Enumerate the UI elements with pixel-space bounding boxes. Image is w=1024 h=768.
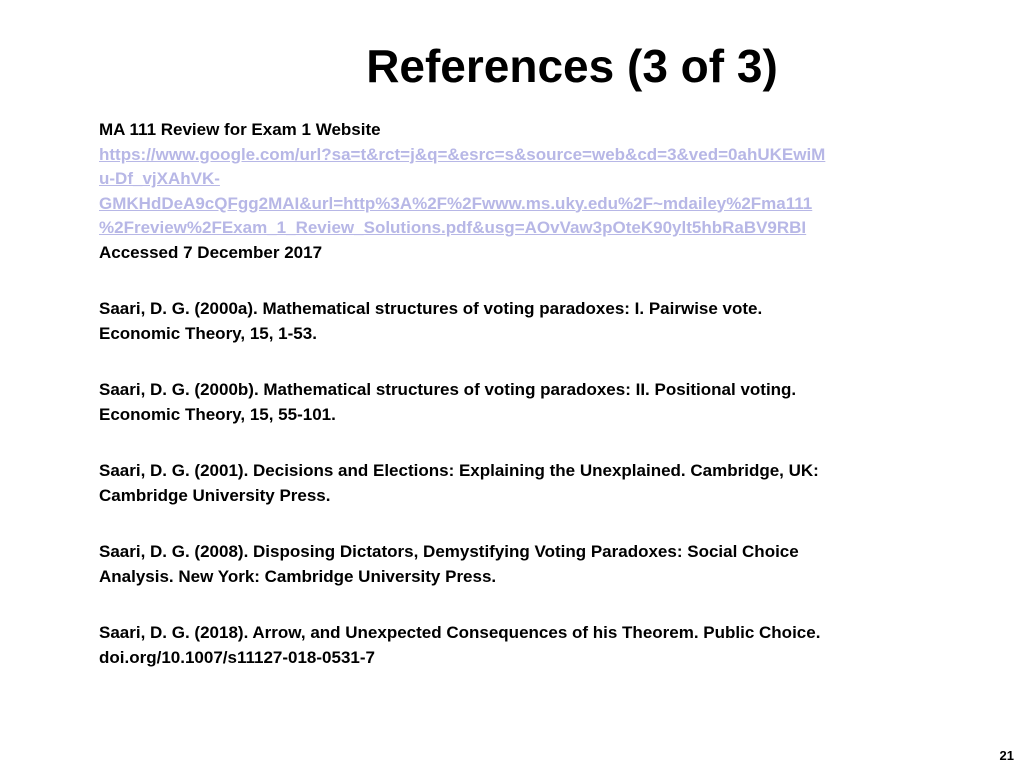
reference-line: doi.org/10.1007/s11127-018-0531-7 [99,647,375,667]
reference-ma111-website [99,118,959,265]
reference-link-line[interactable]: https://www.google.com/url?sa=t&rct=j&q=&esrc=s&source=web&cd=3&ved=0ahUKEwiM [99,144,826,164]
reference-link-line[interactable]: %2Freview%2FExam_1_Review_Solutions.pdf&usg=AOvVaw3pOteK90ylt5hbRaBV9RBI [99,218,807,237]
reference-saari-2018 [99,621,959,670]
reference-line: Saari, D. G. (2018). Arrow, and Unexpected Consequences of his Theorem. Public Choice. [99,623,821,642]
reference-line: Saari, D. G. (2001). Decisions and Elections: Explaining the Unexplained. Cambridge, UK: [99,461,819,480]
slide-title: References (3 of 3) [366,40,778,92]
reference-link-line[interactable]: u-Df_vjXAhVK- [99,169,220,188]
reference-link-line[interactable]: GMKHdDeA9cQFgg2MAI&url=http%3A%2F%2Fwww.ms.uky.edu%2F~mdailey%2Fma111 [99,193,813,213]
reference-line: Economic Theory, 15, 1-53. [99,323,317,343]
page-number: 21 [999,748,1014,763]
reference-accessed-date: Accessed 7 December 2017 [99,242,323,262]
reference-saari-2000a [99,297,959,346]
reference-saari-2008 [99,540,959,589]
reference-line: Saari, D. G. (2000b). Mathematical structures of voting paradoxes: II. Positional voting. [99,380,797,399]
reference-saari-2000b [99,378,959,427]
reference-saari-2001 [99,459,959,508]
reference-line: Saari, D. G. (2008). Disposing Dictators, Demystifying Voting Paradoxes: Social Choice [99,542,799,561]
reference-line: Saari, D. G. (2000a). Mathematical structures of voting paradoxes: I. Pairwise vote. [99,299,763,318]
reference-line: Economic Theory, 15, 55-101. [99,404,336,424]
reference-line: Cambridge University Press. [99,485,331,505]
reference-title-line: MA 111 Review for Exam 1 Website [99,120,381,139]
reference-line: Analysis. New York: Cambridge University Press. [99,566,497,586]
reference-list [99,118,959,702]
